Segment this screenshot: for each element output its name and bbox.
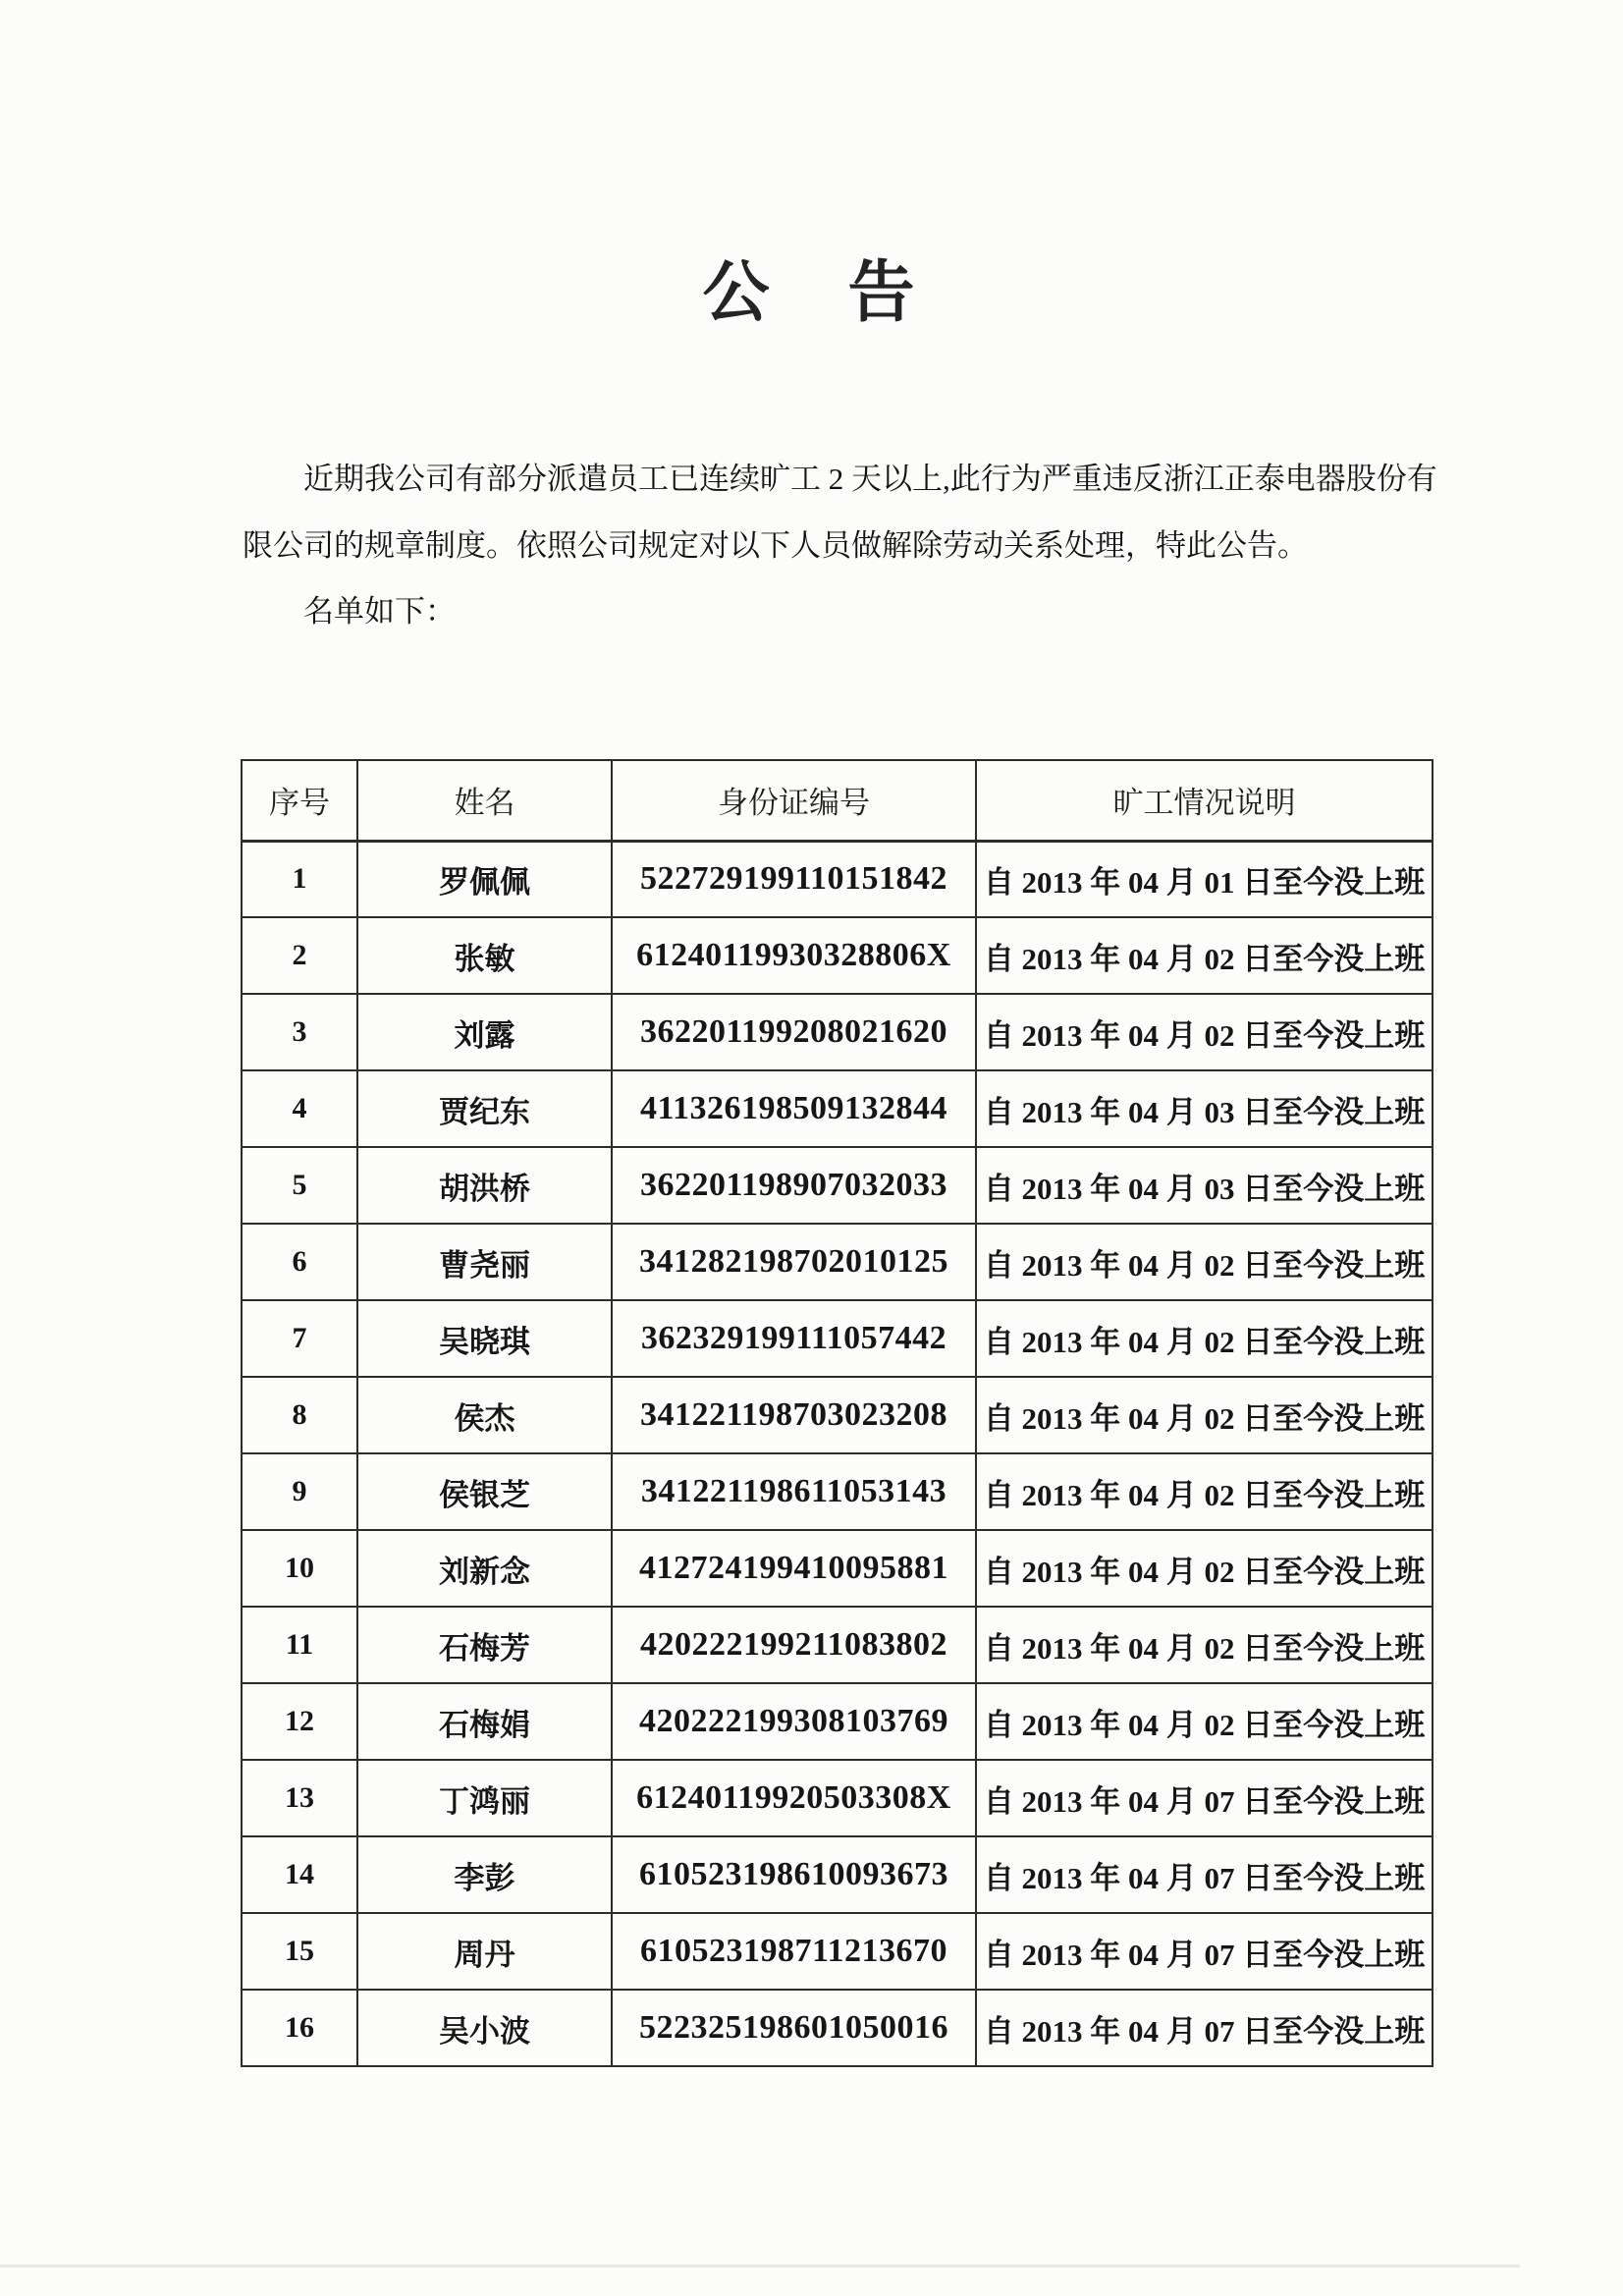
list-intro: 名单如下：	[303, 594, 456, 629]
cell-absence-note: 自 2013 年 04 月 02 日至今没上班	[976, 994, 1433, 1070]
header-id-number: 身份证编号	[612, 760, 976, 841]
table-row	[242, 1836, 1433, 1913]
cell-absence-note: 自 2013 年 04 月 07 日至今没上班	[976, 1913, 1433, 1990]
cell-serial-number: 16	[242, 1990, 357, 2066]
cell-id-number: 341221198611053143	[612, 1453, 976, 1530]
cell-absence-note: 自 2013 年 04 月 07 日至今没上班	[976, 1836, 1433, 1913]
cell-serial-number: 11	[242, 1607, 357, 1683]
cell-name: 胡洪桥	[357, 1147, 612, 1224]
cell-serial-number: 7	[242, 1300, 357, 1377]
cell-absence-note: 自 2013 年 04 月 02 日至今没上班	[976, 1530, 1433, 1607]
table-row	[242, 1453, 1433, 1530]
cell-absence-note: 自 2013 年 04 月 02 日至今没上班	[976, 1453, 1433, 1530]
header-serial-number: 序号	[242, 760, 357, 841]
cell-name: 吴小波	[357, 1990, 612, 2066]
cell-id-number: 522729199110151842	[612, 841, 976, 917]
table-row	[242, 1990, 1433, 2066]
cell-name: 罗佩佩	[357, 841, 612, 917]
cell-absence-note: 自 2013 年 04 月 02 日至今没上班	[976, 1224, 1433, 1300]
cell-serial-number: 12	[242, 1683, 357, 1760]
cell-serial-number: 8	[242, 1377, 357, 1453]
cell-id-number: 61240119920503308X	[612, 1760, 976, 1836]
table-row	[242, 994, 1433, 1070]
table-row	[242, 1147, 1433, 1224]
cell-serial-number: 14	[242, 1836, 357, 1913]
cell-absence-note: 自 2013 年 04 月 02 日至今没上班	[976, 1377, 1433, 1453]
cell-name: 丁鸿丽	[357, 1760, 612, 1836]
cell-name: 曹尧丽	[357, 1224, 612, 1300]
cell-absence-note: 自 2013 年 04 月 02 日至今没上班	[976, 1300, 1433, 1377]
header-absence-note: 旷工情况说明	[976, 760, 1433, 841]
cell-absence-note: 自 2013 年 04 月 02 日至今没上班	[976, 1607, 1433, 1683]
cell-serial-number: 5	[242, 1147, 357, 1224]
table-row	[242, 1224, 1433, 1300]
cell-name: 贾纪东	[357, 1070, 612, 1147]
page-bottom-scan-edge	[0, 2265, 1520, 2268]
table-row	[242, 1683, 1433, 1760]
cell-serial-number: 10	[242, 1530, 357, 1607]
table-row	[242, 1530, 1433, 1607]
cell-id-number: 522325198601050016	[612, 1990, 976, 2066]
cell-absence-note: 自 2013 年 04 月 03 日至今没上班	[976, 1147, 1433, 1224]
cell-name: 侯杰	[357, 1377, 612, 1453]
table-row	[242, 1070, 1433, 1147]
cell-name: 周丹	[357, 1913, 612, 1990]
cell-absence-note: 自 2013 年 04 月 03 日至今没上班	[976, 1070, 1433, 1147]
table-row	[242, 917, 1433, 994]
dismissal-roster-table	[241, 759, 1434, 2067]
table-header-row	[242, 760, 1433, 841]
table-row	[242, 841, 1433, 917]
cell-id-number: 610523198711213670	[612, 1913, 976, 1990]
intro-paragraph-line2: 限公司的规章制度。依照公司规定对以下人员做解除劳动关系处理，特此公告。	[243, 528, 1308, 563]
cell-serial-number: 6	[242, 1224, 357, 1300]
cell-absence-note: 自 2013 年 04 月 07 日至今没上班	[976, 1760, 1433, 1836]
cell-name: 石梅娟	[357, 1683, 612, 1760]
cell-absence-note: 自 2013 年 04 月 02 日至今没上班	[976, 917, 1433, 994]
cell-name: 石梅芳	[357, 1607, 612, 1683]
table-row	[242, 1760, 1433, 1836]
header-name: 姓名	[357, 760, 612, 841]
cell-absence-note: 自 2013 年 04 月 01 日至今没上班	[976, 841, 1433, 917]
table-row	[242, 1607, 1433, 1683]
cell-id-number: 362201198907032033	[612, 1147, 976, 1224]
intro-paragraph-line1: 近期我公司有部分派遣员工已连续旷工 2 天以上,此行为严重违反浙江正泰电器股份有	[303, 462, 1437, 496]
cell-id-number: 341282198702010125	[612, 1224, 976, 1300]
table-row	[242, 1377, 1433, 1453]
table-row	[242, 1913, 1433, 1990]
cell-serial-number: 13	[242, 1760, 357, 1836]
cell-id-number: 362201199208021620	[612, 994, 976, 1070]
cell-id-number: 412724199410095881	[612, 1530, 976, 1607]
cell-id-number: 610523198610093673	[612, 1836, 976, 1913]
cell-serial-number: 15	[242, 1913, 357, 1990]
cell-serial-number: 9	[242, 1453, 357, 1530]
cell-id-number: 420222199211083802	[612, 1607, 976, 1683]
page-title: 公 告	[702, 255, 921, 330]
cell-absence-note: 自 2013 年 04 月 07 日至今没上班	[976, 1990, 1433, 2066]
cell-name: 刘新念	[357, 1530, 612, 1607]
cell-name: 张敏	[357, 917, 612, 994]
cell-id-number: 341221198703023208	[612, 1377, 976, 1453]
cell-serial-number: 3	[242, 994, 357, 1070]
cell-id-number: 420222199308103769	[612, 1683, 976, 1760]
cell-serial-number: 4	[242, 1070, 357, 1147]
cell-name: 吴晓琪	[357, 1300, 612, 1377]
table-body	[242, 841, 1433, 2066]
cell-name: 侯银芝	[357, 1453, 612, 1530]
cell-serial-number: 1	[242, 841, 357, 917]
cell-id-number: 61240119930328806X	[612, 917, 976, 994]
table-row	[242, 1300, 1433, 1377]
cell-id-number: 411326198509132844	[612, 1070, 976, 1147]
cell-name: 刘露	[357, 994, 612, 1070]
cell-id-number: 362329199111057442	[612, 1300, 976, 1377]
cell-absence-note: 自 2013 年 04 月 02 日至今没上班	[976, 1683, 1433, 1760]
cell-name: 李彭	[357, 1836, 612, 1913]
cell-serial-number: 2	[242, 917, 357, 994]
